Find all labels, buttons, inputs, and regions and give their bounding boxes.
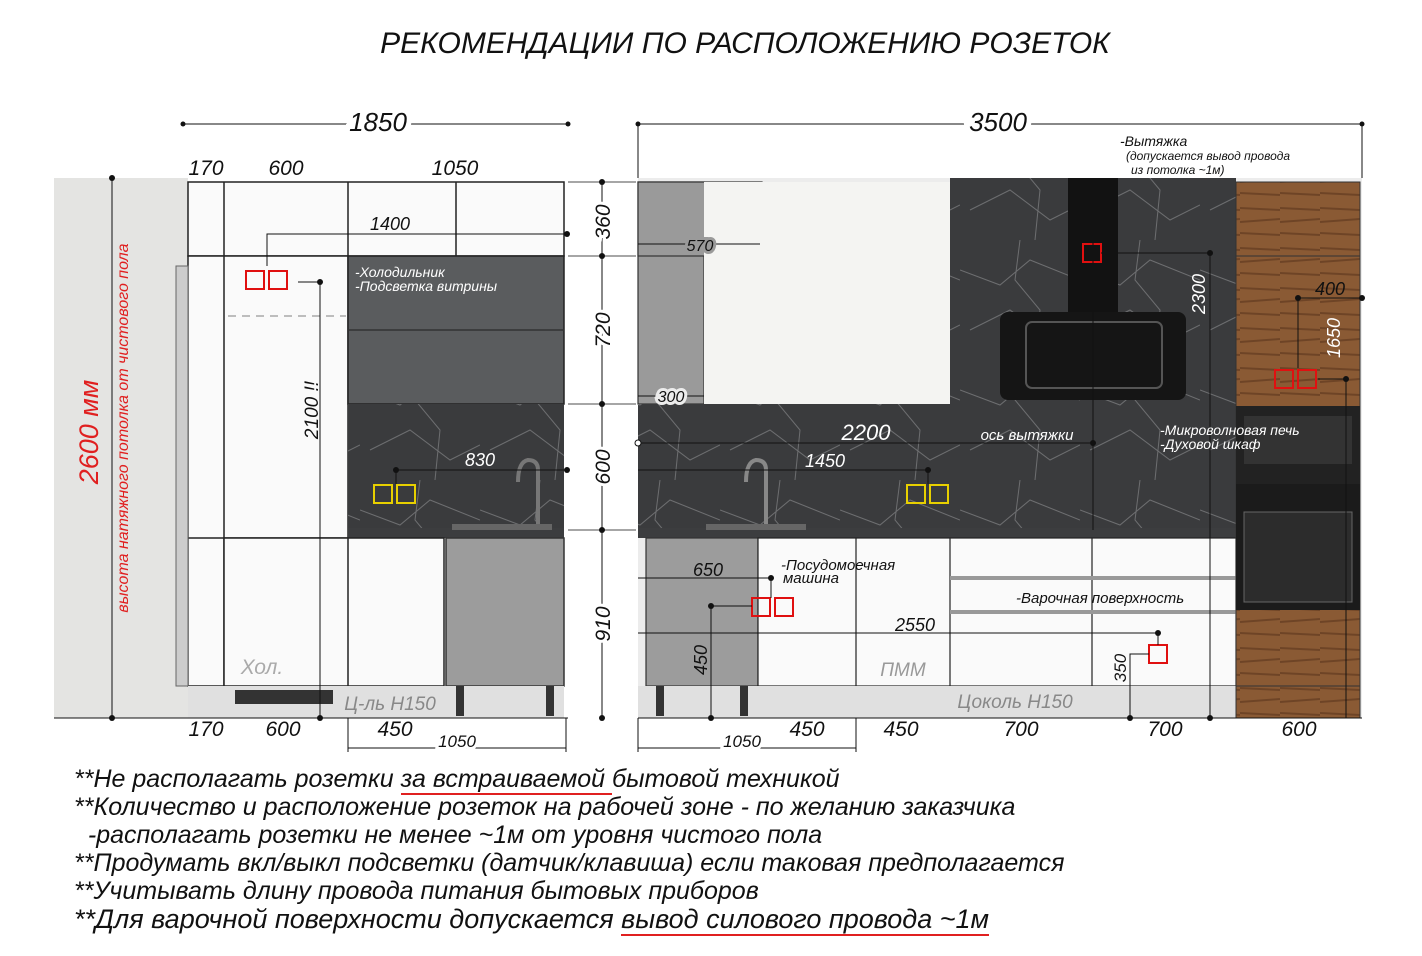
dishwasher-label: ПММ: [880, 660, 926, 681]
vdim-910: 910: [592, 606, 615, 642]
fridge-label: Хол.: [240, 656, 284, 679]
right-bottom-dim-3: 700: [1003, 718, 1039, 741]
left-plinth-label: Ц-ль Н150: [344, 694, 436, 715]
dim-650: 650: [692, 560, 724, 580]
left-total-width: 1850: [349, 107, 407, 137]
vdim-720: 720: [592, 312, 615, 348]
dim-2200: 2200: [841, 420, 891, 445]
right-bottom-dim-1: 450: [789, 718, 825, 741]
note-line-3: -располагать розетки не менее ~1м от уровня чистого пола: [74, 821, 823, 849]
left-sink-cabinet: [446, 538, 564, 686]
hood-note-3: из потолка ~1м): [1131, 163, 1225, 177]
dim-1450: 1450: [804, 451, 846, 471]
hood-note-1: -Вытяжка: [1120, 133, 1188, 149]
oven-note-1: -Микроволновая печь: [1160, 422, 1300, 438]
diagram-title: РЕКОМЕНДАЦИИ ПО РАСПОЛОЖЕНИЮ РОЗЕТОК: [380, 27, 1110, 60]
dim-300: 300: [657, 389, 685, 406]
vent-grille: [235, 690, 333, 704]
dim-450-vertical: 450: [691, 644, 711, 676]
right-bottom-dim-2: 450: [883, 718, 919, 741]
left-top-dim-1: 170: [188, 157, 224, 180]
hood-note-2: (допускается вывод провода: [1126, 149, 1291, 163]
note-line-6: **Для варочной поверхности допускается вывод силового провода ~1м: [74, 904, 990, 934]
right-upper-white: [704, 182, 950, 404]
ceiling-height-caption: высота натяжного потолка от чистового пола: [115, 243, 132, 613]
fridge-note-1: -Холодильник: [355, 264, 445, 280]
underlined-text: за встраиваемой: [400, 765, 612, 793]
dim-1650: 1650: [1324, 317, 1344, 359]
note-line-1: **Не располагать розетки за встраиваемой бытовой техникой: [74, 765, 840, 793]
dishwasher-note-1: -Посудомоечная: [781, 557, 896, 574]
dishwasher-note-2: машина: [783, 570, 840, 587]
left-top-dim-2: 600: [268, 157, 304, 180]
dim-2550: 2550: [894, 615, 936, 635]
right-bottom-dim-4: 700: [1147, 718, 1183, 741]
right-total-width: 3500: [969, 107, 1027, 137]
vdim-600: 600: [592, 449, 615, 485]
dim-1400: 1400: [369, 214, 411, 234]
fridge-note-2: -Подсветка витрины: [355, 278, 498, 294]
hood-axis-label: ось вытяжки: [980, 427, 1074, 444]
right-backsplash: [638, 404, 1236, 530]
left-bottom-dim-3: 450: [377, 718, 413, 741]
right-bottom-dim-5: 600: [1281, 718, 1317, 741]
hob-note: -Варочная поверхность: [1016, 590, 1185, 607]
left-bottom-dim-2: 600: [265, 718, 301, 741]
vdim-360: 360: [592, 204, 615, 240]
right-plinth-label: Цоколь Н150: [957, 692, 1073, 713]
dim-2100: 2100 !!: [302, 380, 323, 440]
underlined-text: вывод силового провода ~1м: [621, 904, 990, 934]
dim-830: 830: [464, 450, 496, 470]
dim-2300: 2300: [1189, 273, 1209, 315]
note-line-2: **Количество и расположение розеток на рабочей зоне - по желанию заказчика: [74, 793, 1016, 821]
dim-570: 570: [686, 238, 714, 255]
dim-400: 400: [1314, 279, 1346, 299]
right-bottom-total: 1050: [723, 732, 761, 751]
dim-350: 350: [1111, 653, 1130, 683]
note-line-5: **Учитывать длину провода питания бытовых приборов: [74, 877, 759, 905]
left-backsplash: [348, 404, 564, 530]
ceiling-height-label: 2600 мм: [74, 379, 104, 485]
note-line-4: **Продумать вкл/выкл подсветки (датчик/клавиша) если таковая предполагается: [74, 849, 1065, 877]
left-top-dim-3: 1050: [431, 157, 479, 180]
left-bottom-total: 1050: [438, 732, 476, 751]
left-bottom-dim-1: 170: [188, 718, 224, 741]
oven-note-2: -Духовой шкаф: [1160, 436, 1261, 452]
